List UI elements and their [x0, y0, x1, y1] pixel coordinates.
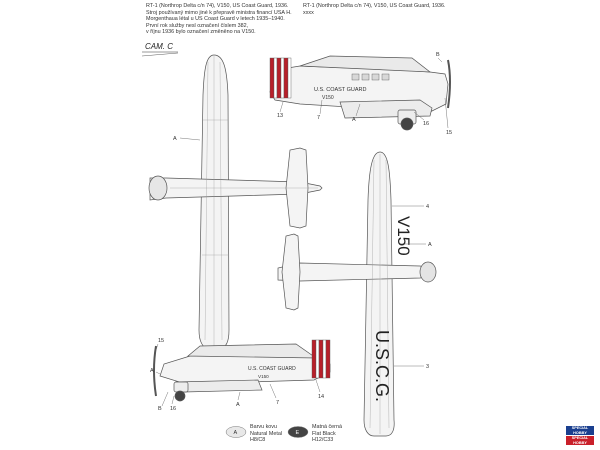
legend-line: Barvu kovu — [250, 424, 277, 430]
side-wheel — [401, 118, 413, 130]
logo-line-1: SPECIAL HOBBY — [566, 426, 594, 435]
caption-line: První rok služby nesl označení číslem 382, — [146, 22, 249, 29]
callout-4: 4 — [426, 204, 430, 210]
legend-line: Flat Black — [312, 430, 336, 437]
caption-line: Morgenthaua létal u US Coast Guard v letech 1935–1940. — [146, 16, 285, 23]
side-view-upper — [270, 56, 450, 130]
legend-line: H8/C8 — [250, 437, 266, 444]
legend-line: Natural Metal — [250, 430, 283, 437]
legend-item-a — [250, 424, 282, 444]
caption-line: RT-1 (Northrop Delta c/n 74), V150, US Coast Guard, 1936. — [303, 3, 446, 9]
scheme-label: CAM. C — [145, 42, 173, 51]
callout-a-top: A — [173, 136, 177, 142]
bottom-code-uscg: U.S.C.G. — [372, 330, 392, 403]
callout-13: 13 — [277, 113, 284, 119]
legend-key-a: A — [233, 430, 238, 436]
bottom-engine — [420, 262, 436, 282]
callout-14: 14 — [318, 394, 325, 400]
callout-a-lower: A — [150, 368, 154, 374]
callout-b-upper: B — [436, 52, 440, 58]
callout-15-upper: 15 — [446, 130, 453, 136]
fuselage-title-lower: U.S. COAST GUARD — [248, 366, 296, 372]
lower-canopy — [188, 344, 316, 358]
legend-line: Matná černá — [312, 424, 342, 430]
rudder-stripes-lower — [312, 340, 330, 378]
caption-line: RT-1 (Northrop Delta c/n 74), V150, US Coast Guard, 1936. — [146, 3, 289, 9]
legend-line: H12/C33 — [312, 437, 334, 444]
callout-a-bottom: A — [428, 242, 432, 248]
callout-a-upper: A — [352, 117, 356, 123]
caption-line: v říjnu 1936 bylo označení změněno na V150. — [146, 29, 256, 36]
logo-line-2: SPECIAL HOBBY — [566, 436, 594, 445]
lower-wing — [176, 380, 262, 392]
lower-wheel-fairing — [174, 382, 188, 392]
scheme-badge — [142, 42, 178, 56]
callout-a-lower-wing: A — [236, 402, 240, 408]
callout-b-lower: B — [158, 406, 162, 412]
lower-propeller — [154, 346, 156, 396]
fuselage-code-upper: V150 — [322, 95, 334, 101]
fuselage-code-lower: V150 — [258, 374, 269, 379]
callout-16-lower: 16 — [170, 406, 177, 412]
bottom-code-top: V150 — [394, 216, 413, 256]
callout-16-upper: 16 — [423, 121, 430, 127]
bottom-fuselage — [278, 263, 434, 281]
rudder-stripes-upper — [270, 58, 291, 98]
callout-3: 3 — [426, 364, 430, 370]
bottom-stabilizer — [282, 234, 300, 310]
lower-wheel — [175, 391, 185, 401]
legend-key-e: E — [295, 430, 300, 436]
caption-line: Stroj používaný mimo jiné k přepravě ministra financí USA H. — [146, 9, 292, 16]
lower-fuselage — [160, 356, 330, 384]
callout-7: 7 — [317, 115, 321, 121]
callout-7-lower: 7 — [276, 400, 280, 406]
callout-15-lower: 15 — [158, 338, 165, 344]
side-view-lower — [154, 340, 330, 401]
top-engine — [149, 176, 167, 200]
caption-line: xxxx — [303, 9, 314, 16]
legend-item-e — [312, 424, 342, 444]
brand-logo — [566, 426, 594, 446]
fuselage-title-upper: U.S. COAST GUARD — [314, 87, 367, 93]
